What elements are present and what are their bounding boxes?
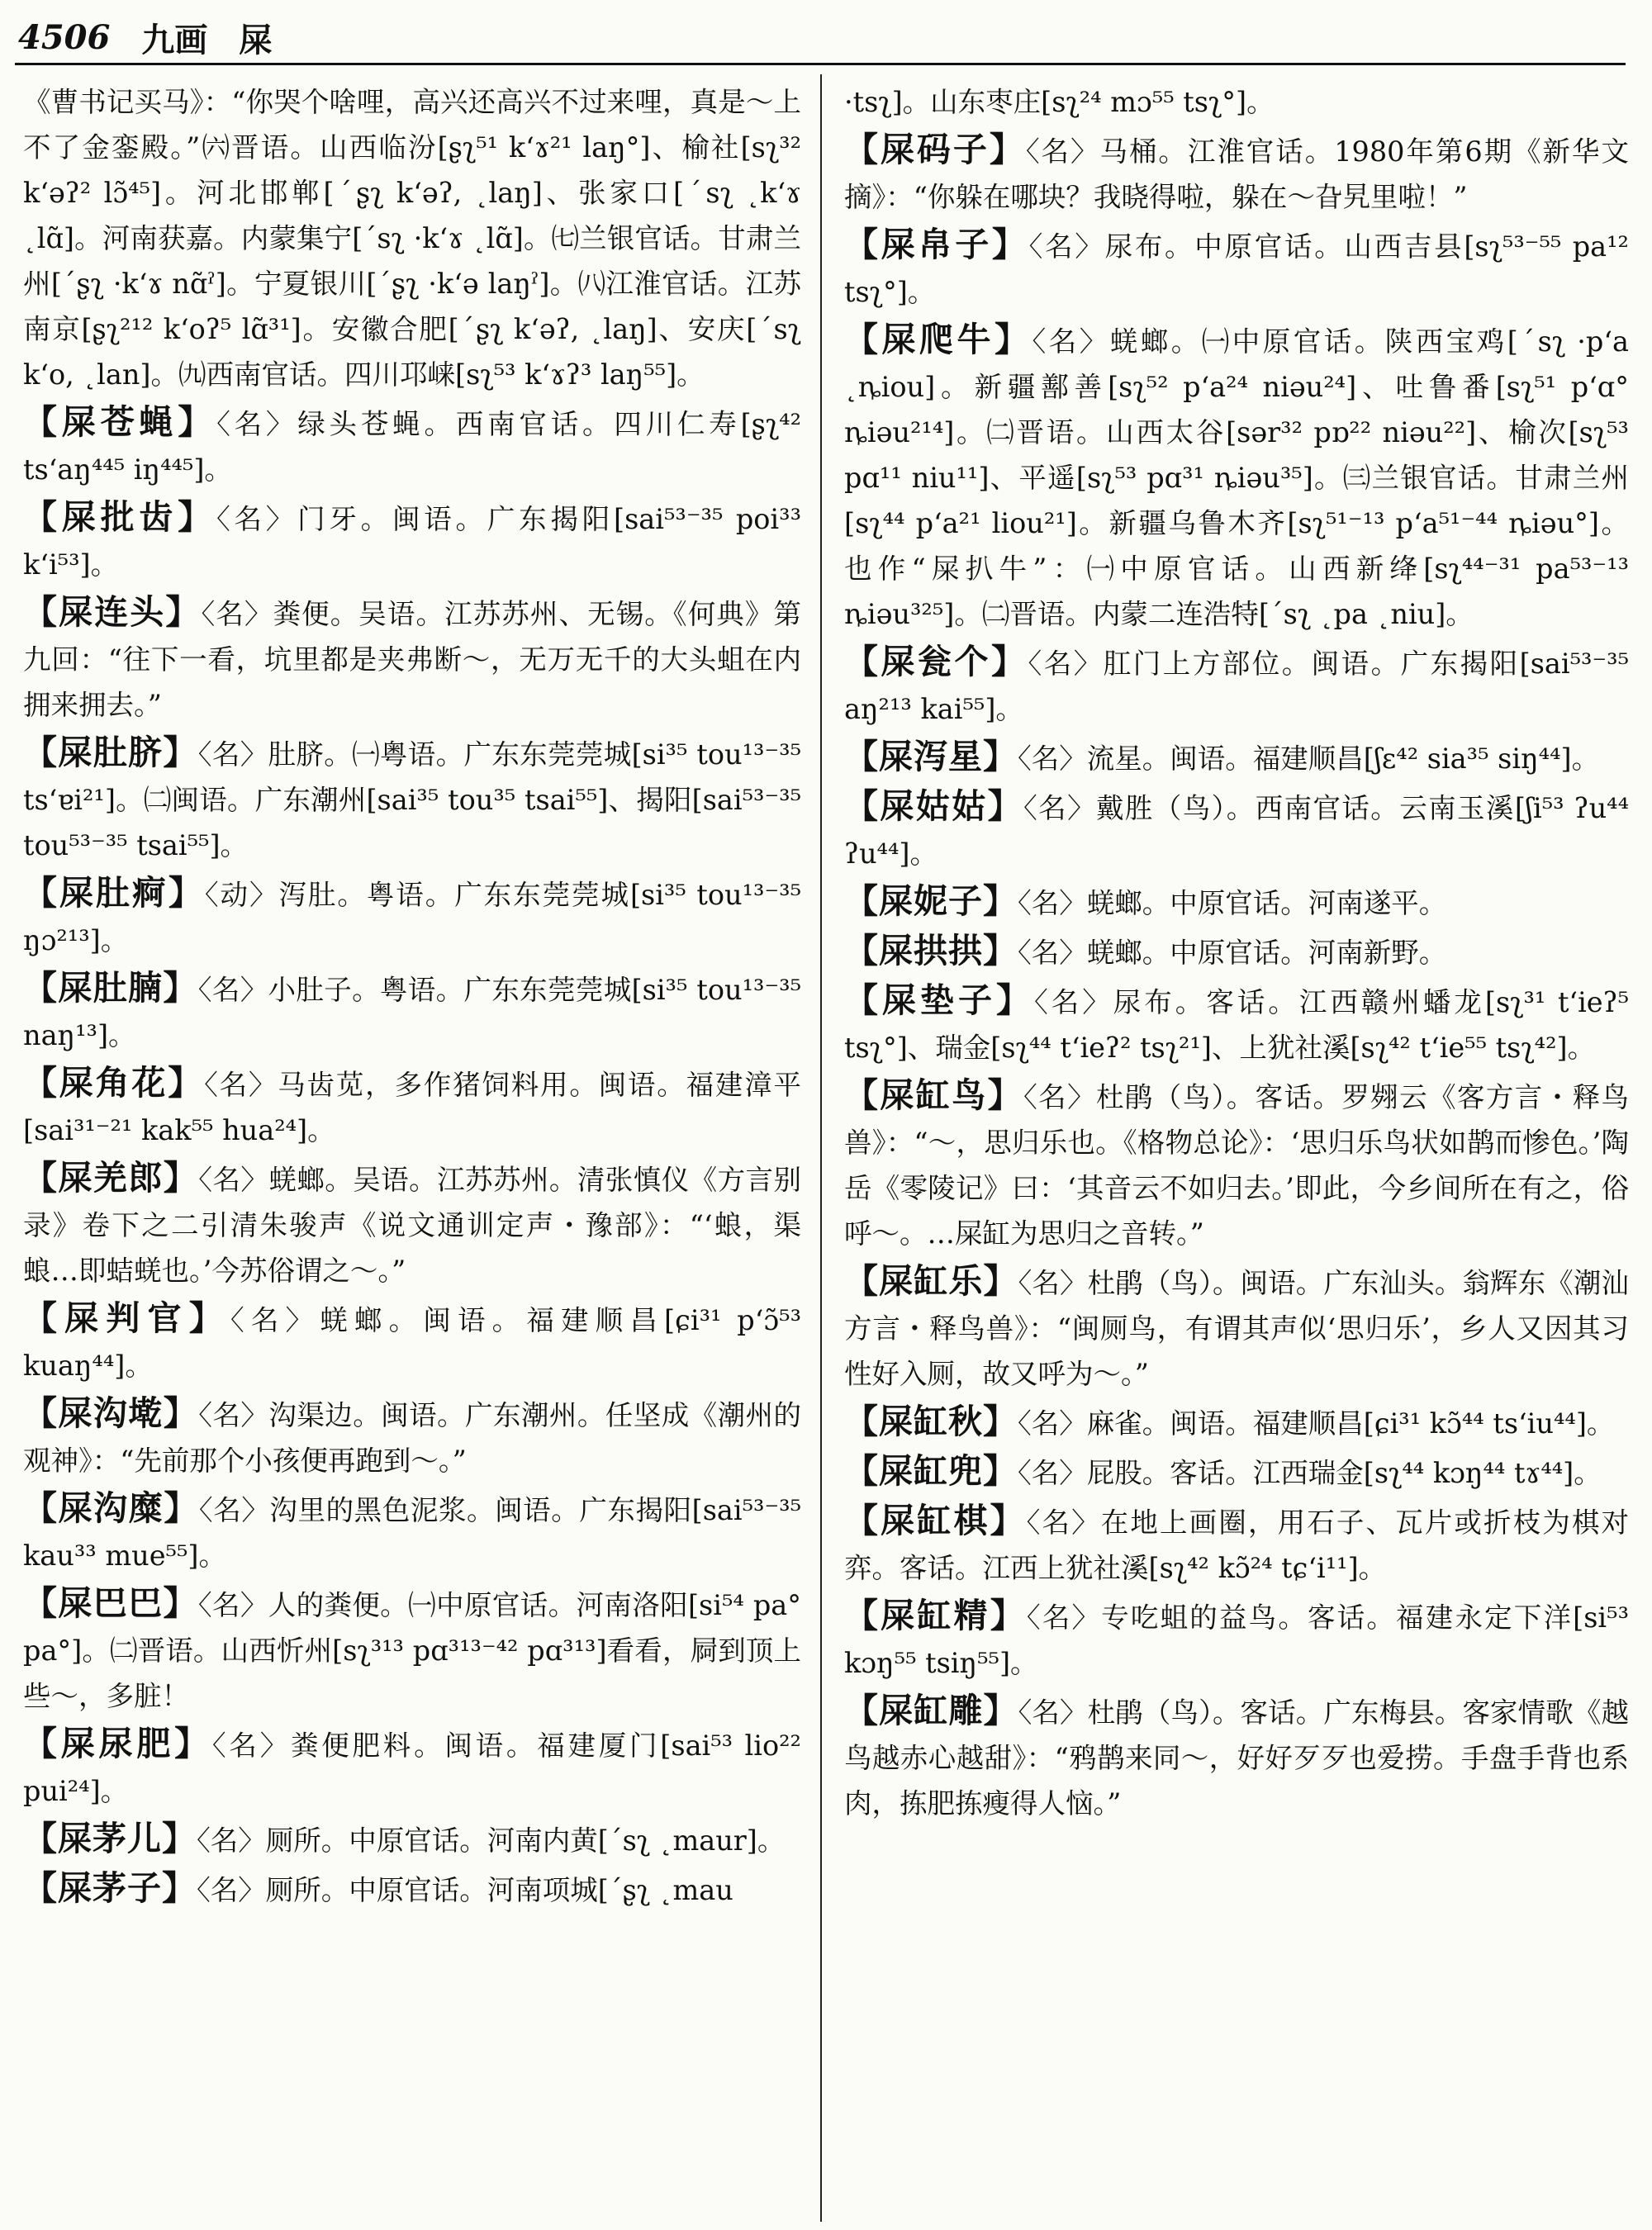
entry-headword: 【屎沟墘】 bbox=[23, 1393, 199, 1433]
dictionary-entry bbox=[844, 1449, 1629, 1496]
entry-headword: 【屎肚腩】 bbox=[23, 968, 198, 1008]
dictionary-entry bbox=[23, 400, 801, 492]
dictionary-entry bbox=[844, 1498, 1629, 1591]
entry-headword: 【屎帛子】 bbox=[844, 225, 1029, 264]
dictionary-entry bbox=[23, 1060, 801, 1153]
entry-headword: 【屎苍蝇】 bbox=[23, 402, 217, 442]
dictionary-entry bbox=[844, 879, 1629, 926]
right-column bbox=[844, 79, 1629, 2223]
dictionary-entry bbox=[844, 639, 1629, 732]
entry-headword: 【屎尿肥】 bbox=[23, 1724, 212, 1763]
dictionary-entry bbox=[844, 978, 1629, 1070]
entry-definition: 〈名〉人的粪便。㈠中原官话。河南洛阳[si⁵⁴ pa° pa°]。㈡晋语。山西忻州[sʅ³¹³ pɑ³¹³⁻⁴² pɑ³¹³]看看，屙到顶上些～，多脏！ bbox=[23, 1589, 801, 1712]
dictionary-entry bbox=[23, 730, 801, 868]
entry-headword: 【屎姑姑】 bbox=[844, 786, 1024, 826]
dictionary-entry bbox=[844, 1259, 1629, 1397]
entry-definition: 〈名〉流星。闽语。福建顺昌[ʃɛ⁴² sia³⁵ siŋ⁴⁴]。 bbox=[1018, 743, 1600, 775]
dictionary-entry bbox=[844, 1688, 1629, 1826]
entry-headword: 【屎肚痾】 bbox=[23, 873, 205, 913]
entry-definition: 〈名〉厕所。中原官话。河南项城[ˊʂʅ ˛mau bbox=[197, 1874, 733, 1906]
entry-headword: 【屎判官】 bbox=[23, 1298, 230, 1338]
entry-definition: 〈名〉沟渠边。闽语。广东潮州。任坚成《潮州的观神》：“先前那个小孩便再跑到～。” bbox=[23, 1399, 801, 1477]
entry-headword: 【屎巴巴】 bbox=[23, 1583, 198, 1623]
entry-definition: 〈名〉杜鹃（鸟）。客话。罗翙云《客方言・释鸟兽》：“～，思归乐也。《格物总论》：‘思归乐鸟状如鹊而惨色。’陶岳《零陵记》曰：‘其音云不如归去。’即此，今乡间所在有之，俗呼～。…屎缸为思归之音转。” bbox=[844, 1081, 1629, 1250]
dictionary-entry bbox=[23, 871, 801, 963]
entry-headword: 【屎泻星】 bbox=[844, 737, 1018, 776]
dictionary-entry bbox=[23, 79, 801, 397]
entry-headword: 【屎缸精】 bbox=[844, 1596, 1027, 1635]
dictionary-entry bbox=[23, 1581, 801, 1719]
dictionary-entry bbox=[844, 79, 1629, 125]
entry-headword: 【屎批齿】 bbox=[23, 497, 216, 537]
entry-definition: 〈名〉蜣螂。㈠中原官话。陕西宝鸡[ˊsʅ ·pʻa ˛ȵiou]。新疆鄯善[sʅ⁵² pʻa²⁴ niəu²⁴]、吐鲁番[sʅ⁵¹ pʻɑ° ȵiəu²¹⁴]。㈡晋语。山西太谷[sər³² pɒ²² niəu²²]、榆次[sʅ⁵³ pɑ¹¹ niu¹¹]、平遥[sʅ⁵³ pɑ³¹ ȵiəu³⁵]。㈢兰银官话。甘肃兰州[sʅ⁴⁴ pʻa²¹ liou²¹]。新疆乌鲁木齐[sʅ⁵¹⁻¹³ pʻa⁵¹⁻⁴⁴ ȵiəu°]。也作“屎扒牛”：㈠中原官话。山西新绛[sʅ⁴⁴⁻³¹ pa⁵³⁻¹³ ȵiəu³²⁵]。㈡晋语。内蒙二连浩特[ˊsʅ ˛pa ˛niu]。 bbox=[844, 325, 1629, 630]
entry-headword: 【屎垫子】 bbox=[844, 980, 1035, 1020]
entry-definition: 〈名〉蜣螂。中原官话。河南遂平。 bbox=[1018, 887, 1447, 919]
page-number: 4506 bbox=[18, 17, 111, 57]
entry-definition: 〈名〉马齿苋，多作猪饲料用。闽语。福建漳平[sai³¹⁻²¹ kak⁵⁵ hua²⁴]。 bbox=[23, 1069, 801, 1146]
entry-definition: 〈名〉麻雀。闽语。福建顺昌[ɕi³¹ kɔ̃⁴⁴ tsʻiu⁴⁴]。 bbox=[1018, 1407, 1615, 1440]
entry-definition: 〈名〉蜣螂。吴语。江苏苏州。清张慎仪《方言别录》卷下之二引清朱骏声《说文通训定声・豫部》：“‘蜋，渠蜋…即蛣蜣也。’今苏俗谓之～。” bbox=[23, 1164, 801, 1287]
column-divider bbox=[820, 74, 822, 2222]
entry-definition: 〈名〉肚脐。㈠粤语。广东东莞莞城[si³⁵ tou¹³⁻³⁵ tsʻɐi²¹]。㈡闽语。广东潮州[sai³⁵ tou³⁵ tsai⁵⁵]、揭阳[sai⁵³⁻³⁵ tou⁵³⁻³⁵ tsai⁵⁵]。 bbox=[23, 738, 801, 861]
entry-definition: 〈名〉粪便肥料。闽语。福建厦门[sai⁵³ lio²² pui²⁴]。 bbox=[23, 1729, 801, 1807]
entry-definition: 〈名〉厕所。中原官话。河南内黄[ˊsʅ ˛maur]。 bbox=[197, 1824, 786, 1857]
entry-headword: 【屎缸乐】 bbox=[844, 1261, 1018, 1301]
entry-definition: 〈名〉蜣螂。中原官话。河南新野。 bbox=[1018, 937, 1447, 969]
header-rule bbox=[15, 63, 1626, 65]
dictionary-entry bbox=[844, 734, 1629, 781]
entry-headword: 【屎茅子】 bbox=[23, 1868, 197, 1908]
entry-definition: 〈名〉粪便。吴语。江苏苏州、无锡。《何典》第九回：“往下一看，坑里都是夹弗断～，无万无千的大头蛆在内拥来拥去。” bbox=[23, 598, 801, 721]
entry-definition: 〈名〉尿布。客话。江西赣州蟠龙[sʅ³¹ tʻieʔ⁵ tsʅ°]、瑞金[sʅ⁴⁴ tʻieʔ² tsʅ²¹]、上犹社溪[sʅ⁴² tʻie⁵⁵ tsʅ⁴²]。 bbox=[844, 986, 1629, 1064]
dictionary-entry bbox=[23, 1866, 801, 1913]
entry-headword: 【屎沟糜】 bbox=[23, 1488, 199, 1528]
entry-headword: 【屎缸雕】 bbox=[844, 1691, 1018, 1730]
entry-headword: 【屎茅儿】 bbox=[23, 1819, 197, 1858]
entry-definition: 〈名〉在地上画圈，用石子、瓦片或折枝为棋对弈。客话。江西上犹社溪[sʅ⁴² kɔ̃²⁴ tɕʻi¹¹]。 bbox=[844, 1506, 1629, 1584]
dictionary-entry bbox=[844, 784, 1629, 876]
page-header bbox=[18, 12, 1621, 63]
left-column bbox=[23, 79, 801, 2223]
dictionary-entry bbox=[844, 1073, 1629, 1256]
entry-definition: 〈名〉专吃蛆的益鸟。客话。福建永定下洋[si⁵³ kɔŋ⁵⁵ tsiŋ⁵⁵]。 bbox=[844, 1601, 1629, 1679]
dictionary-entry bbox=[23, 1486, 801, 1578]
entry-definition: 〈名〉戴胜（鸟）。西南官话。云南玉溪[ʃi⁵³ ʔu⁴⁴ ʔu⁴⁴]。 bbox=[844, 792, 1629, 870]
dictionary-entry bbox=[23, 1391, 801, 1483]
dictionary-entry bbox=[844, 317, 1629, 637]
dictionary-entry bbox=[23, 590, 801, 728]
entry-headword: 【屎角花】 bbox=[23, 1063, 205, 1103]
entry-definition: 〈名〉绿头苍蝇。西南官话。四川仁寿[ʂʅ⁴² tsʻaŋ⁴⁴⁵ iŋ⁴⁴⁵]。 bbox=[23, 408, 801, 486]
dictionary-entry bbox=[844, 928, 1629, 975]
dictionary-entry bbox=[23, 495, 801, 587]
entry-definition: 〈名〉蜣螂。闽语。福建顺昌[ɕi³¹ pʻɔ̃⁵³ kuaŋ⁴⁴]。 bbox=[23, 1304, 801, 1382]
entry-headword: 【屎缸秋】 bbox=[844, 1402, 1018, 1441]
stroke-section: 九画 bbox=[141, 20, 208, 59]
entry-headword: 【屎爬牛】 bbox=[844, 320, 1032, 359]
entry-headword: 【屎拱拱】 bbox=[844, 931, 1018, 970]
entry-definition: 〈名〉屁股。客话。江西瑞金[sʅ⁴⁴ kɔŋ⁴⁴ tɤ⁴⁴]。 bbox=[1018, 1457, 1602, 1489]
dictionary-entry bbox=[23, 966, 801, 1058]
dictionary-entry bbox=[23, 1296, 801, 1388]
entry-headword: 【屎缸棋】 bbox=[844, 1501, 1027, 1540]
entry-headword: 【屎羌郎】 bbox=[23, 1158, 199, 1198]
entry-definition: 〈名〉杜鹃（鸟）。闽语。广东汕头。翁辉东《潮汕方言・释鸟兽》：“闽厕鸟，有谓其声似‘思归乐’，乡人又因其习性好入厕，故又呼为～。” bbox=[844, 1267, 1629, 1390]
entry-headword: 【屎码子】 bbox=[844, 130, 1026, 169]
dictionary-entry bbox=[23, 1721, 801, 1814]
entry-headword: 【屎妮子】 bbox=[844, 881, 1018, 921]
entry-headword: 【屎缸兜】 bbox=[844, 1451, 1018, 1491]
entry-definition: ·tsʅ]。山东枣庄[sʅ²⁴ mɔ⁵⁵ tsʅ°]。 bbox=[844, 86, 1275, 118]
entry-definition: 〈名〉门牙。闽语。广东揭阳[sai⁵³⁻³⁵ poi³³ kʻi⁵³]。 bbox=[23, 503, 801, 581]
entry-definition: 《曹书记买马》：“你哭个啥哩，高兴还高兴不过来哩，真是～上不了金銮殿。”㈥晋语。山西临汾[ʂʅ⁵¹ kʻɤ²¹ laŋ°]、榆社[sʅ³² kʻəʔ² lɔ̃⁴⁵]。河北邯郸[ˊʂʅ kʻəʔ, ˛laŋ]、张家口[ˊsʅ ˛kʻɤ ˛lɑ̃]。河南获嘉。内蒙集宁[ˊsʅ ·kʻɤ ˛lɑ̃]。㈦兰银官话。甘肃兰州[ˊʂʅ ·kʻɤ nɑ̃ˀ]。宁夏银川[ˊʂʅ ·kʻə laŋˀ]。㈧江淮官话。江苏南京[ʂʅ²¹² kʻoʔ⁵ lɑ̃³¹]。安徽合肥[ˊʂʅ kʻəʔ, ˛laŋ]、安庆[ˊsʅ kʻo, ˛lan]。㈨西南官话。四川邛崃[sʅ⁵³ kʻɤʔ³ laŋ⁵⁵]。 bbox=[23, 86, 801, 391]
dictionary-entry bbox=[844, 222, 1629, 315]
entry-definition: 〈名〉杜鹃（鸟）。客话。广东梅县。客家情歌《越鸟越赤心越甜》：“鸦鹊来同～，好好歹歹也爱捞。手盘手背也系肉，拣肥拣瘦得人恼。” bbox=[844, 1696, 1629, 1820]
entry-definition: 〈名〉沟里的黑色泥浆。闽语。广东揭阳[sai⁵³⁻³⁵ kau³³ mue⁵⁵]。 bbox=[23, 1494, 801, 1572]
radical-heading: 屎 bbox=[239, 20, 273, 59]
entry-headword: 【屎缸鸟】 bbox=[844, 1075, 1024, 1115]
dictionary-entry bbox=[23, 1816, 801, 1863]
dictionary-entry bbox=[844, 1593, 1629, 1686]
dictionary-entry bbox=[844, 127, 1629, 220]
entry-definition: 〈名〉马桶。江淮官话。1980年第6期《新华文摘》：“你躲在哪块？我晓得啦，躲在～旮旯里啦！” bbox=[844, 135, 1629, 213]
dictionary-entry bbox=[23, 1155, 801, 1293]
entry-headword: 【屎瓮个】 bbox=[844, 642, 1028, 681]
entry-definition: 〈名〉肛门上方部位。闽语。广东揭阳[sai⁵³⁻³⁵ aŋ²¹³ kai⁵⁵]。 bbox=[844, 648, 1629, 725]
entry-definition: 〈名〉尿布。中原官话。山西吉县[sʅ⁵³⁻⁵⁵ pa¹² tsʅ°]。 bbox=[844, 230, 1629, 308]
entry-definition: 〈动〉泻肚。粤语。广东东莞莞城[si³⁵ tou¹³⁻³⁵ ŋɔ²¹³]。 bbox=[23, 879, 801, 956]
entry-headword: 【屎肚脐】 bbox=[23, 733, 198, 772]
entry-headword: 【屎连头】 bbox=[23, 592, 202, 632]
dictionary-entry bbox=[844, 1399, 1629, 1446]
entry-definition: 〈名〉小肚子。粤语。广东东莞莞城[si³⁵ tou¹³⁻³⁵ naŋ¹³]。 bbox=[23, 974, 801, 1051]
